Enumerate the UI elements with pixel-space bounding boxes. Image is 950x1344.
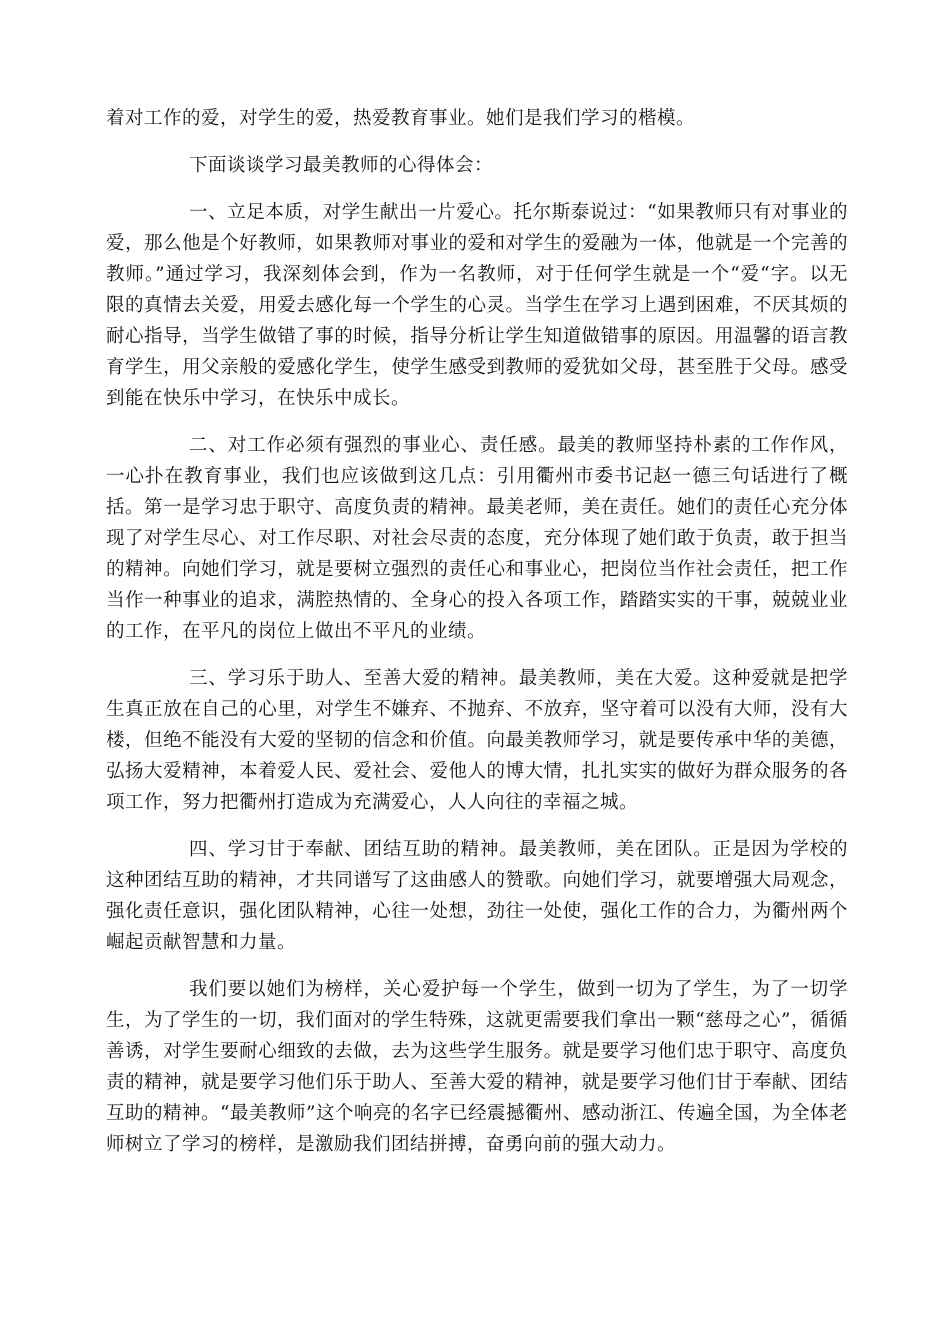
paragraph-point-four: 四、学习甘于奉献、团结互助的精神。最美教师，美在团队。正是因为学校的这种团结互助的精神，才共同谱写了这曲感人的赞歌。向她们学习，就要增强大局观念，强化责任意识，强化团队精神，心往一处想，劲往一处使，强化工作的合力，为衢州两个崛起贡献智慧和力量。 [106,839,848,953]
paragraph-point-three: 三、学习乐于助人、至善大爱的精神。最美教师，美在大爱。这种爱就是把学生真正放在自己的心里，对学生不嫌弃、不抛弃、不放弃，坚守着可以没有大师，没有大楼，但绝不能没有大爱的坚韧的信念和价值。向最美教师学习，就是要传承中华的美德，弘扬大爱精神，本着爱人民、爱社会、爱他人的博大情，扎扎实实的做好为群众服务的各项工作，努力把衢州打造成为充满爱心，人人向往的幸福之城。 [106,668,848,813]
paragraph-intro: 下面谈谈学习最美教师的心得体会： [189,155,494,176]
paragraph-point-two: 二、对工作必须有强烈的事业心、责任感。最美的教师坚持朴素的工作作风，一心扑在教育事业，我们也应该做到这几点：引用衢州市委书记赵一德三句话进行了概括。第一是学习忠于职守、高度负责的精神。最美老师，美在责任。她们的责任心充分体现了对学生尽心、对工作尽职、对社会尽责的态度，充分体现了她们敢于负责，敢于担当的精神。向她们学习，就是要树立强烈的责任心和事业心，把岗位当作社会责任，把工作当作一种事业的追求，满腔热情的、全身心的投入各项工作，踏踏实实的干事，兢兢业业的工作，在平凡的岗位上做出不平凡的业绩。 [106,435,848,642]
paragraph-conclusion: 我们要以她们为榜样，关心爱护每一个学生，做到一切为了学生，为了一切学生，为了学生的一切，我们面对的学生特殊，这就更需要我们拿出一颗“慈母之心”，循循善诱，对学生要耐心细致的去做，去为这些学生服务。就是要学习他们忠于职守、高度负责的精神，就是要学习他们乐于助人、至善大爱的精神，就是要学习他们甘于奉献、团结互助的精神。“最美教师”这个响亮的名字已经震撼衢州、感动浙江、传遍全国，为全体老师树立了学习的榜样，是激励我们团结拼搏，奋勇向前的强大动力。 [106,979,848,1155]
paragraph-continuation: 着对工作的爱，对学生的爱，热爱教育事业。她们是我们学习的楷模。 [106,108,696,129]
document-body [106,103,848,1176]
paragraph-point-one: 一、立足本质，对学生献出一片爱心。托尔斯泰说过：“如果教师只有对事业的爱，那么他是个好教师，如果教师对事业的爱和对学生的爱融为一体，他就是一个完善的教师。”通过学习，我深刻体会到，作为一名教师，对于任何学生就是一个“爱“字。以无限的真情去关爱，用爱去感化每一个学生的心灵。当学生在学习上遇到困难，不厌其烦的耐心指导，当学生做错了事的时候，指导分析让学生知道做错事的原因。用温馨的语言教育学生，用父亲般的爱感化学生，使学生感受到教师的爱犹如父母，甚至胜于父母。感受到能在快乐中学习，在快乐中成长。 [106,202,848,409]
